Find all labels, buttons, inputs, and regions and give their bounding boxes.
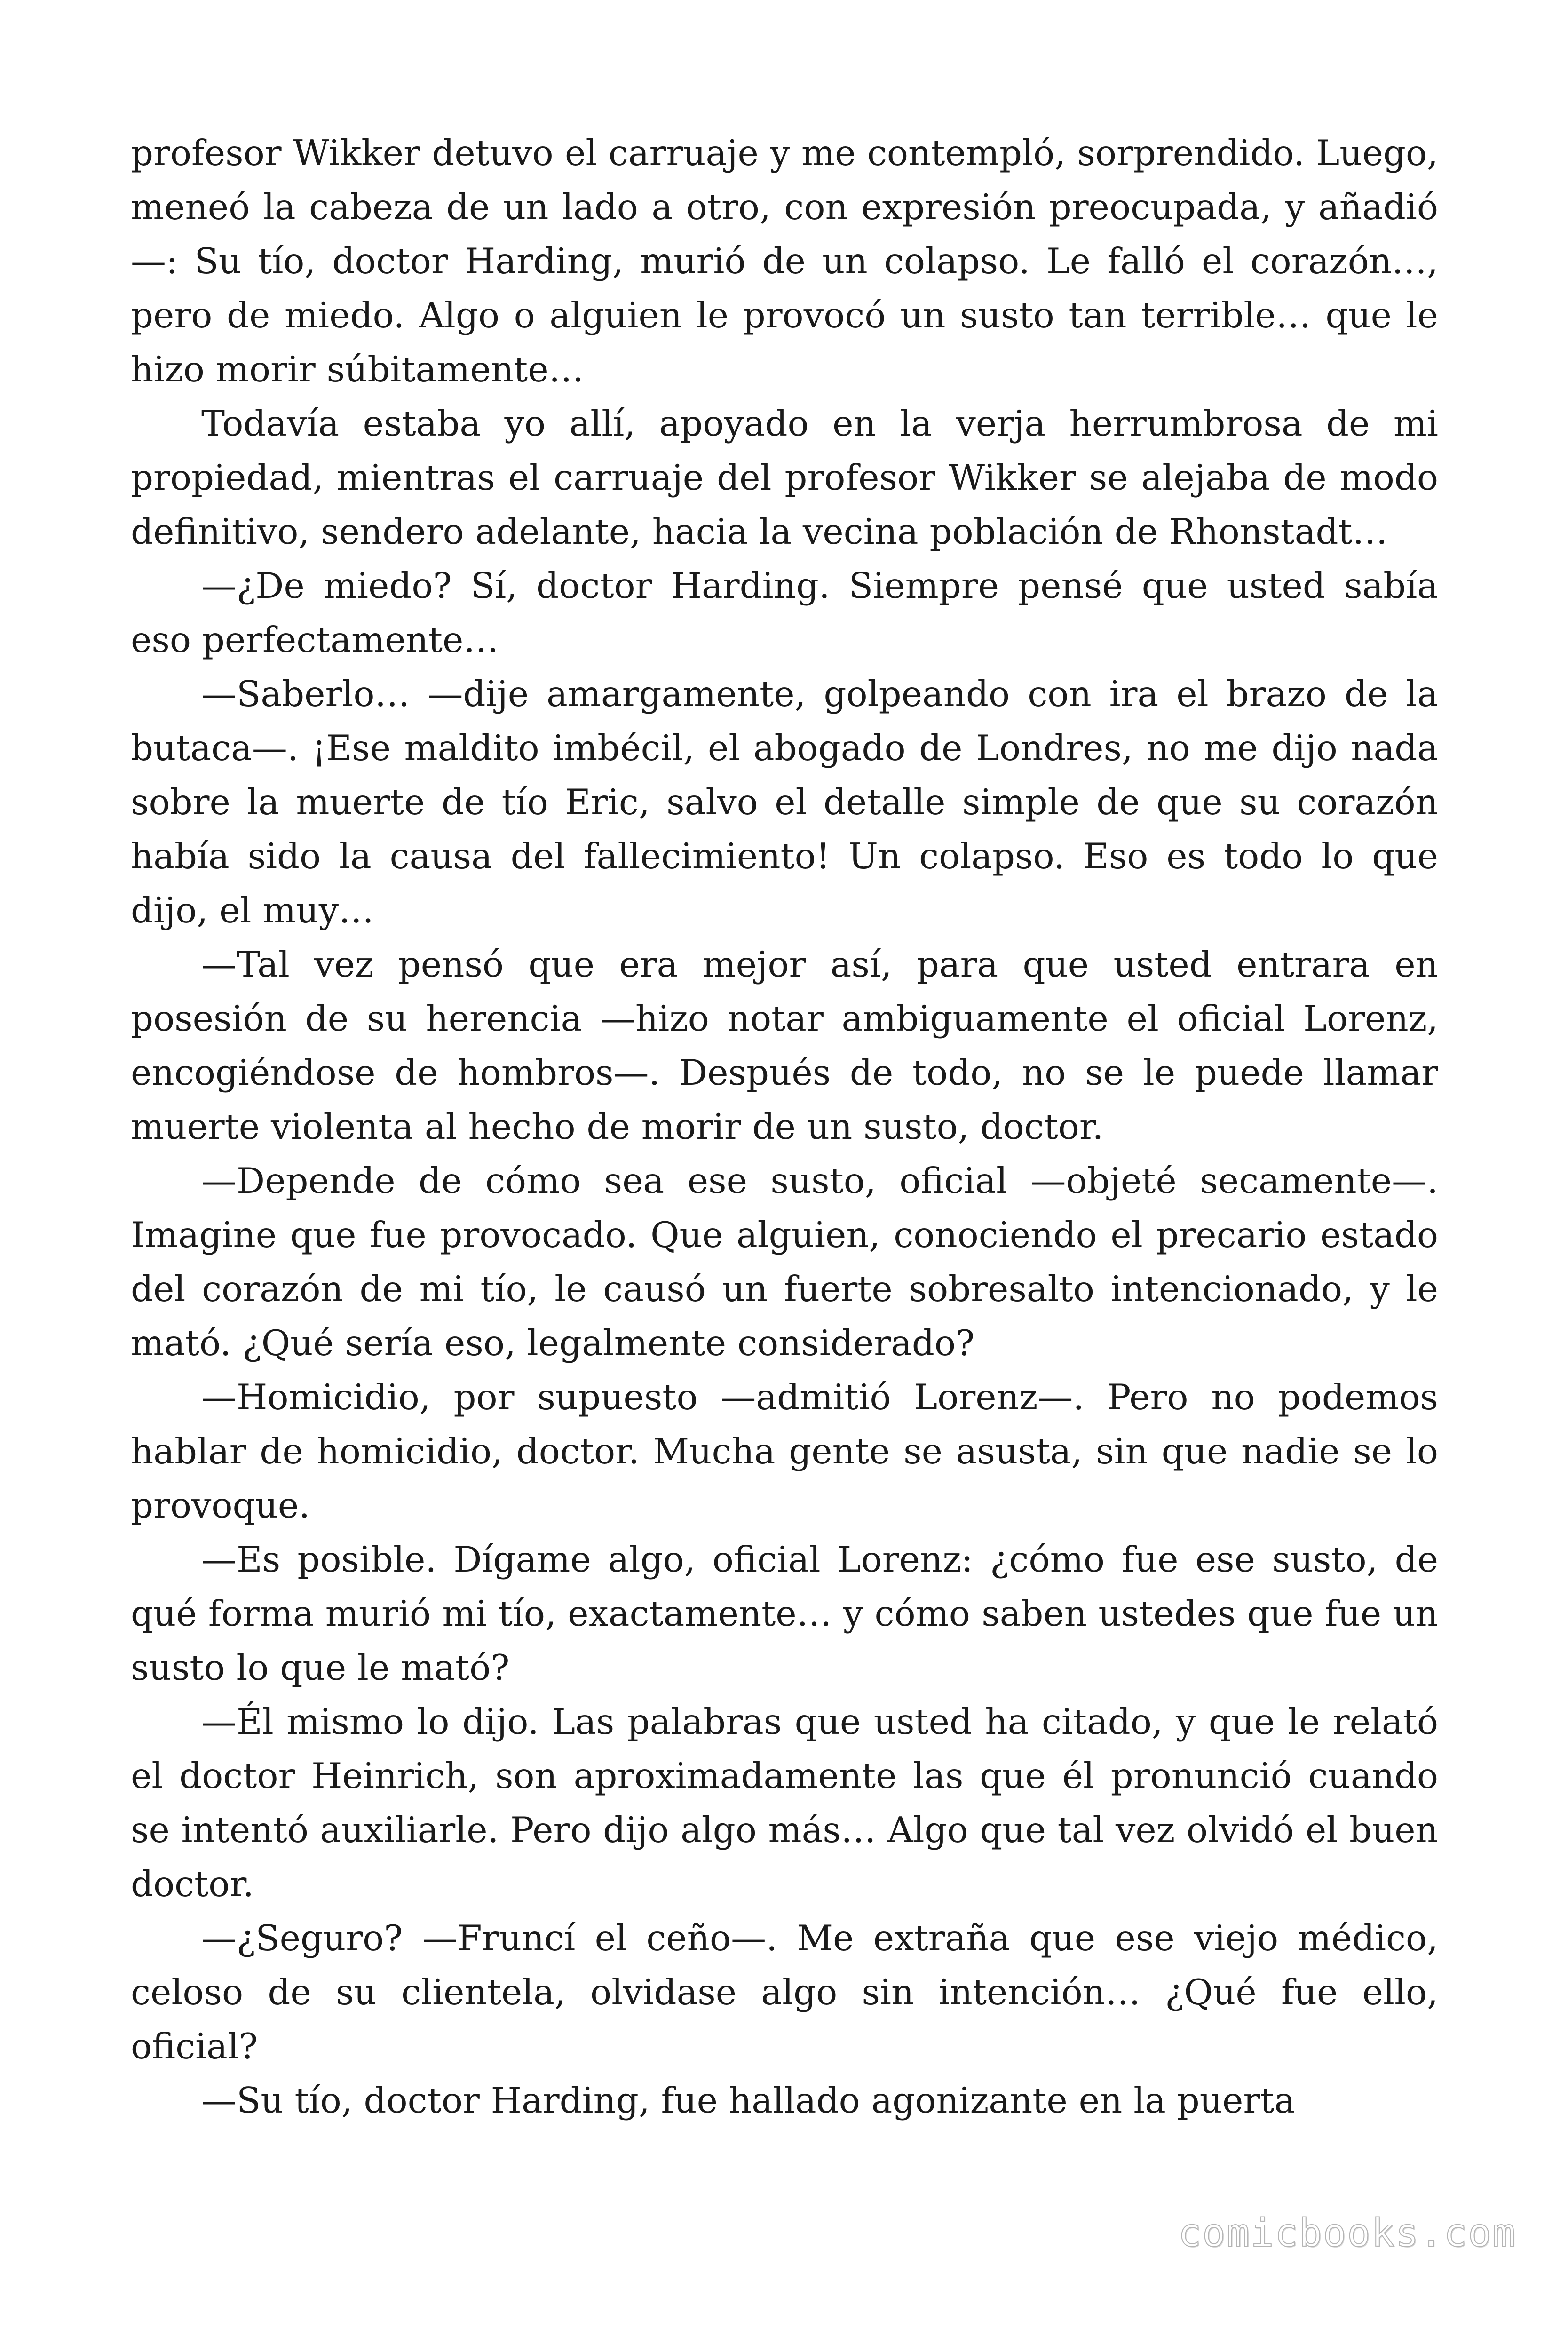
paragraph: —Depende de cómo sea ese susto, oficial —objeté secamente—. Imagine que fue provocado. Que alguien, conociendo el precario estado del corazón de mi tío, le causó un fuerte sobresalto intencionado, y le mató. ¿Qué sería eso, legalmente considerado? bbox=[131, 1160, 1438, 1364]
paragraph: —Su tío, doctor Harding, fue hallado agonizante en la puerta bbox=[201, 2080, 1296, 2121]
paragraph: —Homicidio, por supuesto —admitió Lorenz—. Pero no podemos hablar de homicidio, doctor. Mucha gente se asusta, sin que nadie se lo provoque. bbox=[131, 1376, 1438, 1526]
paragraph: —Tal vez pensó que era mejor así, para que usted entrara en posesión de su herencia —hizo notar ambiguamente el oficial Lorenz, encogiéndose de hombros—. Después de todo, no se le puede llamar muerte violenta al hecho de morir de un susto, doctor. bbox=[131, 944, 1438, 1147]
paragraph: Todavía estaba yo allí, apoyado en la verja herrumbrosa de mi propiedad, mientras el carruaje del profesor Wikker se alejaba de modo definitivo, sendero adelante, hacia la vecina población de Rhonstadt… bbox=[131, 403, 1438, 552]
watermark: comicbooks.com bbox=[1178, 2211, 1516, 2256]
page-body-text bbox=[131, 126, 1438, 2128]
paragraph: profesor Wikker detuvo el carruaje y me contempló, sorprendido. Luego, meneó la cabeza de un lado a otro, con expresión preocupada, y añadió—: Su tío, doctor Harding, murió de un colapso. Le falló el corazón…, pero de miedo. Algo o alguien le provocó un susto tan terrible… que le hizo morir súbitamente… bbox=[131, 132, 1438, 390]
paragraph: —Saberlo… —dije amargamente, golpeando con ira el brazo de la butaca—. ¡Ese maldito imbécil, el abogado de Londres, no me dijo nada sobre la muerte de tío Eric, salvo el detalle simple de que su corazón había sido la causa del fallecimiento! Un colapso. Eso es todo lo que dijo, el muy… bbox=[131, 673, 1438, 931]
paragraph: —¿De miedo? Sí, doctor Harding. Siempre pensé que usted sabía eso perfectamente… bbox=[131, 565, 1438, 660]
paragraph: —¿Seguro? —Fruncí el ceño—. Me extraña que ese viejo médico, celoso de su clientela, olvidase algo sin intención… ¿Qué fue ello, oficial? bbox=[131, 1917, 1438, 2067]
paragraph: —Es posible. Dígame algo, oficial Lorenz: ¿cómo fue ese susto, de qué forma murió mi tío, exactamente… y cómo saben ustedes que fue un susto lo que le mató? bbox=[131, 1539, 1438, 1688]
paragraph: —Él mismo lo dijo. Las palabras que usted ha citado, y que le relató el doctor Heinrich, son aproximadamente las que él pronunció cuando se intentó auxiliarle. Pero dijo algo más… Algo que tal vez olvidó el buen doctor. bbox=[131, 1701, 1438, 1905]
